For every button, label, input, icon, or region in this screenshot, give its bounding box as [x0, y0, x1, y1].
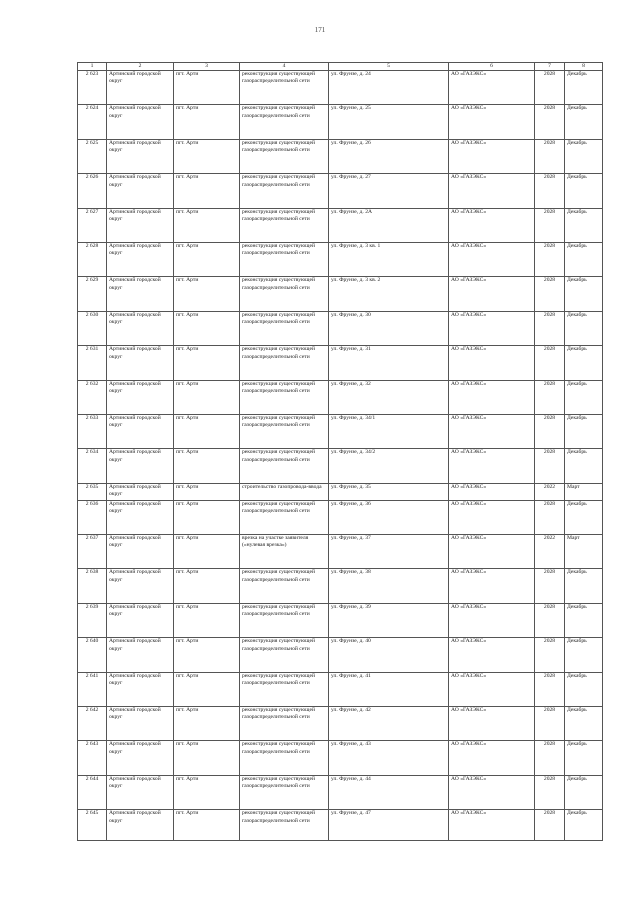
organization-cell: АО «ГАЗЭКС» — [449, 242, 535, 276]
month-cell: Декабрь — [565, 105, 603, 139]
district-cell: Артинский городской округ — [107, 71, 174, 105]
organization-cell: АО «ГАЗЭКС» — [449, 810, 535, 841]
district-cell: Артинский городской округ — [107, 569, 174, 603]
month-cell: Декабрь — [565, 775, 603, 809]
table-row — [78, 500, 603, 534]
work-type-cell: реконструкция существующей газораспределительной сети — [240, 105, 329, 139]
district-cell: Артинский городской округ — [107, 603, 174, 637]
organization-cell: АО «ГАЗЭКС» — [449, 277, 535, 311]
settlement-cell: пгт. Арти — [174, 277, 240, 311]
organization-cell: АО «ГАЗЭКС» — [449, 775, 535, 809]
settlement-cell: пгт. Арти — [174, 449, 240, 483]
year-cell: 2022 — [535, 483, 565, 500]
district-cell: Артинский городской округ — [107, 483, 174, 500]
address-cell: ул. Фрунзе, д. 25 — [329, 105, 449, 139]
address-cell: ул. Фрунзе, д. 44 — [329, 775, 449, 809]
table-row — [78, 810, 603, 841]
address-cell: ул. Фрунзе, д. 26 — [329, 139, 449, 173]
organization-cell: АО «ГАЗЭКС» — [449, 449, 535, 483]
row-number: 2 629 — [78, 277, 107, 311]
table-row — [78, 603, 603, 637]
month-cell: Декабрь — [565, 277, 603, 311]
settlement-cell: пгт. Арти — [174, 638, 240, 672]
address-cell: ул. Фрунзе, д. 39 — [329, 603, 449, 637]
year-cell: 2028 — [535, 672, 565, 706]
organization-cell: АО «ГАЗЭКС» — [449, 672, 535, 706]
settlement-cell: пгт. Арти — [174, 174, 240, 208]
month-cell: Декабрь — [565, 208, 603, 242]
row-number: 2 625 — [78, 139, 107, 173]
row-number: 2 633 — [78, 414, 107, 448]
organization-cell: АО «ГАЗЭКС» — [449, 569, 535, 603]
row-number: 2 631 — [78, 346, 107, 380]
table-row — [78, 775, 603, 809]
work-type-cell: реконструкция существующей газораспределительной сети — [240, 569, 329, 603]
month-cell: Декабрь — [565, 242, 603, 276]
column-header: 6 — [449, 63, 535, 71]
work-type-cell: врезка на участке заявителя («нулевая врезка») — [240, 535, 329, 569]
work-type-cell: реконструкция существующей газораспределительной сети — [240, 500, 329, 534]
column-header: 7 — [535, 63, 565, 71]
district-cell: Артинский городской округ — [107, 242, 174, 276]
month-cell: Декабрь — [565, 414, 603, 448]
organization-cell: АО «ГАЗЭКС» — [449, 603, 535, 637]
row-number: 2 644 — [78, 775, 107, 809]
district-cell: Артинский городской округ — [107, 174, 174, 208]
row-number: 2 637 — [78, 535, 107, 569]
table-row — [78, 277, 603, 311]
column-header: 5 — [329, 63, 449, 71]
table-row — [78, 346, 603, 380]
work-type-cell: реконструкция существующей газораспределительной сети — [240, 414, 329, 448]
address-cell: ул. Фрунзе, д. 24 — [329, 71, 449, 105]
organization-cell: АО «ГАЗЭКС» — [449, 414, 535, 448]
settlement-cell: пгт. Арти — [174, 535, 240, 569]
address-cell: ул. Фрунзе, д. 34/2 — [329, 449, 449, 483]
month-cell: Декабрь — [565, 139, 603, 173]
year-cell: 2028 — [535, 449, 565, 483]
row-number: 2 643 — [78, 741, 107, 775]
year-cell: 2028 — [535, 71, 565, 105]
column-header: 1 — [78, 63, 107, 71]
district-cell: Артинский городской округ — [107, 741, 174, 775]
work-type-cell: реконструкция существующей газораспределительной сети — [240, 139, 329, 173]
district-cell: Артинский городской округ — [107, 311, 174, 345]
settlement-cell: пгт. Арти — [174, 775, 240, 809]
month-cell: Март — [565, 483, 603, 500]
year-cell: 2028 — [535, 638, 565, 672]
year-cell: 2028 — [535, 775, 565, 809]
table-row — [78, 139, 603, 173]
organization-cell: АО «ГАЗЭКС» — [449, 311, 535, 345]
year-cell: 2028 — [535, 346, 565, 380]
work-type-cell: реконструкция существующей газораспределительной сети — [240, 311, 329, 345]
table-row — [78, 535, 603, 569]
column-header: 2 — [107, 63, 174, 71]
address-cell: ул. Фрунзе, д. 40 — [329, 638, 449, 672]
column-header: 4 — [240, 63, 329, 71]
work-type-cell: реконструкция существующей газораспределительной сети — [240, 638, 329, 672]
settlement-cell: пгт. Арти — [174, 603, 240, 637]
column-header: 8 — [565, 63, 603, 71]
district-cell: Артинский городской округ — [107, 105, 174, 139]
district-cell: Артинский городской округ — [107, 672, 174, 706]
table-row — [78, 569, 603, 603]
month-cell: Декабрь — [565, 500, 603, 534]
table-row — [78, 741, 603, 775]
work-type-cell: реконструкция существующей газораспределительной сети — [240, 603, 329, 637]
row-number: 2 634 — [78, 449, 107, 483]
year-cell: 2028 — [535, 414, 565, 448]
settlement-cell: пгт. Арти — [174, 380, 240, 414]
year-cell: 2028 — [535, 208, 565, 242]
district-cell: Артинский городской округ — [107, 775, 174, 809]
year-cell: 2028 — [535, 810, 565, 841]
year-cell: 2028 — [535, 242, 565, 276]
year-cell: 2028 — [535, 174, 565, 208]
month-cell: Декабрь — [565, 311, 603, 345]
settlement-cell: пгт. Арти — [174, 414, 240, 448]
organization-cell: АО «ГАЗЭКС» — [449, 380, 535, 414]
row-number: 2 626 — [78, 174, 107, 208]
organization-cell: АО «ГАЗЭКС» — [449, 707, 535, 741]
year-cell: 2028 — [535, 380, 565, 414]
address-cell: ул. Фрунзе, д. 38 — [329, 569, 449, 603]
address-cell: ул. Фрунзе, д. 30 — [329, 311, 449, 345]
organization-cell: АО «ГАЗЭКС» — [449, 535, 535, 569]
year-cell: 2028 — [535, 741, 565, 775]
month-cell: Март — [565, 535, 603, 569]
month-cell: Декабрь — [565, 603, 603, 637]
month-cell: Декабрь — [565, 741, 603, 775]
organization-cell: АО «ГАЗЭКС» — [449, 638, 535, 672]
row-number: 2 628 — [78, 242, 107, 276]
settlement-cell: пгт. Арти — [174, 105, 240, 139]
settlement-cell: пгт. Арти — [174, 569, 240, 603]
district-cell: Артинский городской округ — [107, 380, 174, 414]
year-cell: 2028 — [535, 500, 565, 534]
month-cell: Декабрь — [565, 638, 603, 672]
district-cell: Артинский городской округ — [107, 535, 174, 569]
district-cell: Артинский городской округ — [107, 208, 174, 242]
row-number: 2 639 — [78, 603, 107, 637]
table-row — [78, 242, 603, 276]
work-type-cell: реконструкция существующей газораспределительной сети — [240, 242, 329, 276]
work-type-cell: реконструкция существующей газораспределительной сети — [240, 71, 329, 105]
address-cell: ул. Фрунзе, д. 3 кв. 1 — [329, 242, 449, 276]
address-cell: ул. Фрунзе, д. 2А — [329, 208, 449, 242]
address-cell: ул. Фрунзе, д. 32 — [329, 380, 449, 414]
table-row — [78, 174, 603, 208]
year-cell: 2028 — [535, 139, 565, 173]
settlement-cell: пгт. Арти — [174, 71, 240, 105]
district-cell: Артинский городской округ — [107, 139, 174, 173]
address-cell: ул. Фрунзе, д. 47 — [329, 810, 449, 841]
work-type-cell: реконструкция существующей газораспределительной сети — [240, 346, 329, 380]
month-cell: Декабрь — [565, 449, 603, 483]
address-cell: ул. Фрунзе, д. 42 — [329, 707, 449, 741]
page-number: 171 — [314, 26, 326, 34]
work-type-cell: реконструкция существующей газораспределительной сети — [240, 775, 329, 809]
year-cell: 2028 — [535, 105, 565, 139]
settlement-cell: пгт. Арти — [174, 311, 240, 345]
year-cell: 2028 — [535, 277, 565, 311]
organization-cell: АО «ГАЗЭКС» — [449, 208, 535, 242]
organization-cell: АО «ГАЗЭКС» — [449, 139, 535, 173]
settlement-cell: пгт. Арти — [174, 810, 240, 841]
year-cell: 2022 — [535, 535, 565, 569]
work-type-cell: реконструкция существующей газораспределительной сети — [240, 174, 329, 208]
month-cell: Декабрь — [565, 380, 603, 414]
work-type-cell: реконструкция существующей газораспределительной сети — [240, 449, 329, 483]
table-row — [78, 105, 603, 139]
district-cell: Артинский городской округ — [107, 500, 174, 534]
organization-cell: АО «ГАЗЭКС» — [449, 105, 535, 139]
settlement-cell: пгт. Арти — [174, 242, 240, 276]
work-type-cell: реконструкция существующей газораспределительной сети — [240, 707, 329, 741]
settlement-cell: пгт. Арти — [174, 741, 240, 775]
district-cell: Артинский городской округ — [107, 638, 174, 672]
address-cell: ул. Фрунзе, д. 34/1 — [329, 414, 449, 448]
row-number: 2 642 — [78, 707, 107, 741]
month-cell: Декабрь — [565, 672, 603, 706]
row-number: 2 632 — [78, 380, 107, 414]
table-row — [78, 672, 603, 706]
row-number: 2 645 — [78, 810, 107, 841]
district-cell: Артинский городской округ — [107, 449, 174, 483]
table-row — [78, 483, 603, 500]
column-header: 3 — [174, 63, 240, 71]
row-number: 2 636 — [78, 500, 107, 534]
year-cell: 2028 — [535, 569, 565, 603]
district-cell: Артинский городской округ — [107, 414, 174, 448]
address-cell: ул. Фрунзе, д. 43 — [329, 741, 449, 775]
settlement-cell: пгт. Арти — [174, 346, 240, 380]
header-row — [78, 63, 603, 71]
settlement-cell: пгт. Арти — [174, 483, 240, 500]
district-cell: Артинский городской округ — [107, 346, 174, 380]
month-cell: Декабрь — [565, 346, 603, 380]
work-type-cell: реконструкция существующей газораспределительной сети — [240, 380, 329, 414]
address-cell: ул. Фрунзе, д. 36 — [329, 500, 449, 534]
organization-cell: АО «ГАЗЭКС» — [449, 346, 535, 380]
work-type-cell: реконструкция существующей газораспределительной сети — [240, 277, 329, 311]
year-cell: 2028 — [535, 311, 565, 345]
year-cell: 2028 — [535, 707, 565, 741]
year-cell: 2028 — [535, 603, 565, 637]
organization-cell: АО «ГАЗЭКС» — [449, 174, 535, 208]
district-cell: Артинский городской округ — [107, 277, 174, 311]
settlement-cell: пгт. Арти — [174, 208, 240, 242]
month-cell: Декабрь — [565, 569, 603, 603]
registry-table — [77, 62, 603, 841]
month-cell: Декабрь — [565, 71, 603, 105]
table-row — [78, 311, 603, 345]
table-row — [78, 71, 603, 105]
table-row — [78, 449, 603, 483]
address-cell: ул. Фрунзе, д. 41 — [329, 672, 449, 706]
work-type-cell: реконструкция существующей газораспределительной сети — [240, 810, 329, 841]
row-number: 2 638 — [78, 569, 107, 603]
address-cell: ул. Фрунзе, д. 3 кв. 2 — [329, 277, 449, 311]
month-cell: Декабрь — [565, 810, 603, 841]
table-row — [78, 208, 603, 242]
table-row — [78, 707, 603, 741]
address-cell: ул. Фрунзе, д. 31 — [329, 346, 449, 380]
organization-cell: АО «ГАЗЭКС» — [449, 741, 535, 775]
settlement-cell: пгт. Арти — [174, 500, 240, 534]
row-number: 2 640 — [78, 638, 107, 672]
month-cell: Декабрь — [565, 707, 603, 741]
district-cell: Артинский городской округ — [107, 810, 174, 841]
settlement-cell: пгт. Арти — [174, 139, 240, 173]
row-number: 2 623 — [78, 71, 107, 105]
row-number: 2 627 — [78, 208, 107, 242]
organization-cell: АО «ГАЗЭКС» — [449, 71, 535, 105]
work-type-cell: реконструкция существующей газораспределительной сети — [240, 208, 329, 242]
work-type-cell: строительство газопровода-ввода — [240, 483, 329, 500]
table-row — [78, 638, 603, 672]
organization-cell: АО «ГАЗЭКС» — [449, 483, 535, 500]
district-cell: Артинский городской округ — [107, 707, 174, 741]
table-row — [78, 380, 603, 414]
row-number: 2 641 — [78, 672, 107, 706]
table-row — [78, 414, 603, 448]
address-cell: ул. Фрунзе, д. 27 — [329, 174, 449, 208]
row-number: 2 624 — [78, 105, 107, 139]
month-cell: Декабрь — [565, 174, 603, 208]
settlement-cell: пгт. Арти — [174, 672, 240, 706]
work-type-cell: реконструкция существующей газораспределительной сети — [240, 672, 329, 706]
address-cell: ул. Фрунзе, д. 37 — [329, 535, 449, 569]
address-cell: ул. Фрунзе, д. 35 — [329, 483, 449, 500]
row-number: 2 635 — [78, 483, 107, 500]
organization-cell: АО «ГАЗЭКС» — [449, 500, 535, 534]
work-type-cell: реконструкция существующей газораспределительной сети — [240, 741, 329, 775]
settlement-cell: пгт. Арти — [174, 707, 240, 741]
row-number: 2 630 — [78, 311, 107, 345]
